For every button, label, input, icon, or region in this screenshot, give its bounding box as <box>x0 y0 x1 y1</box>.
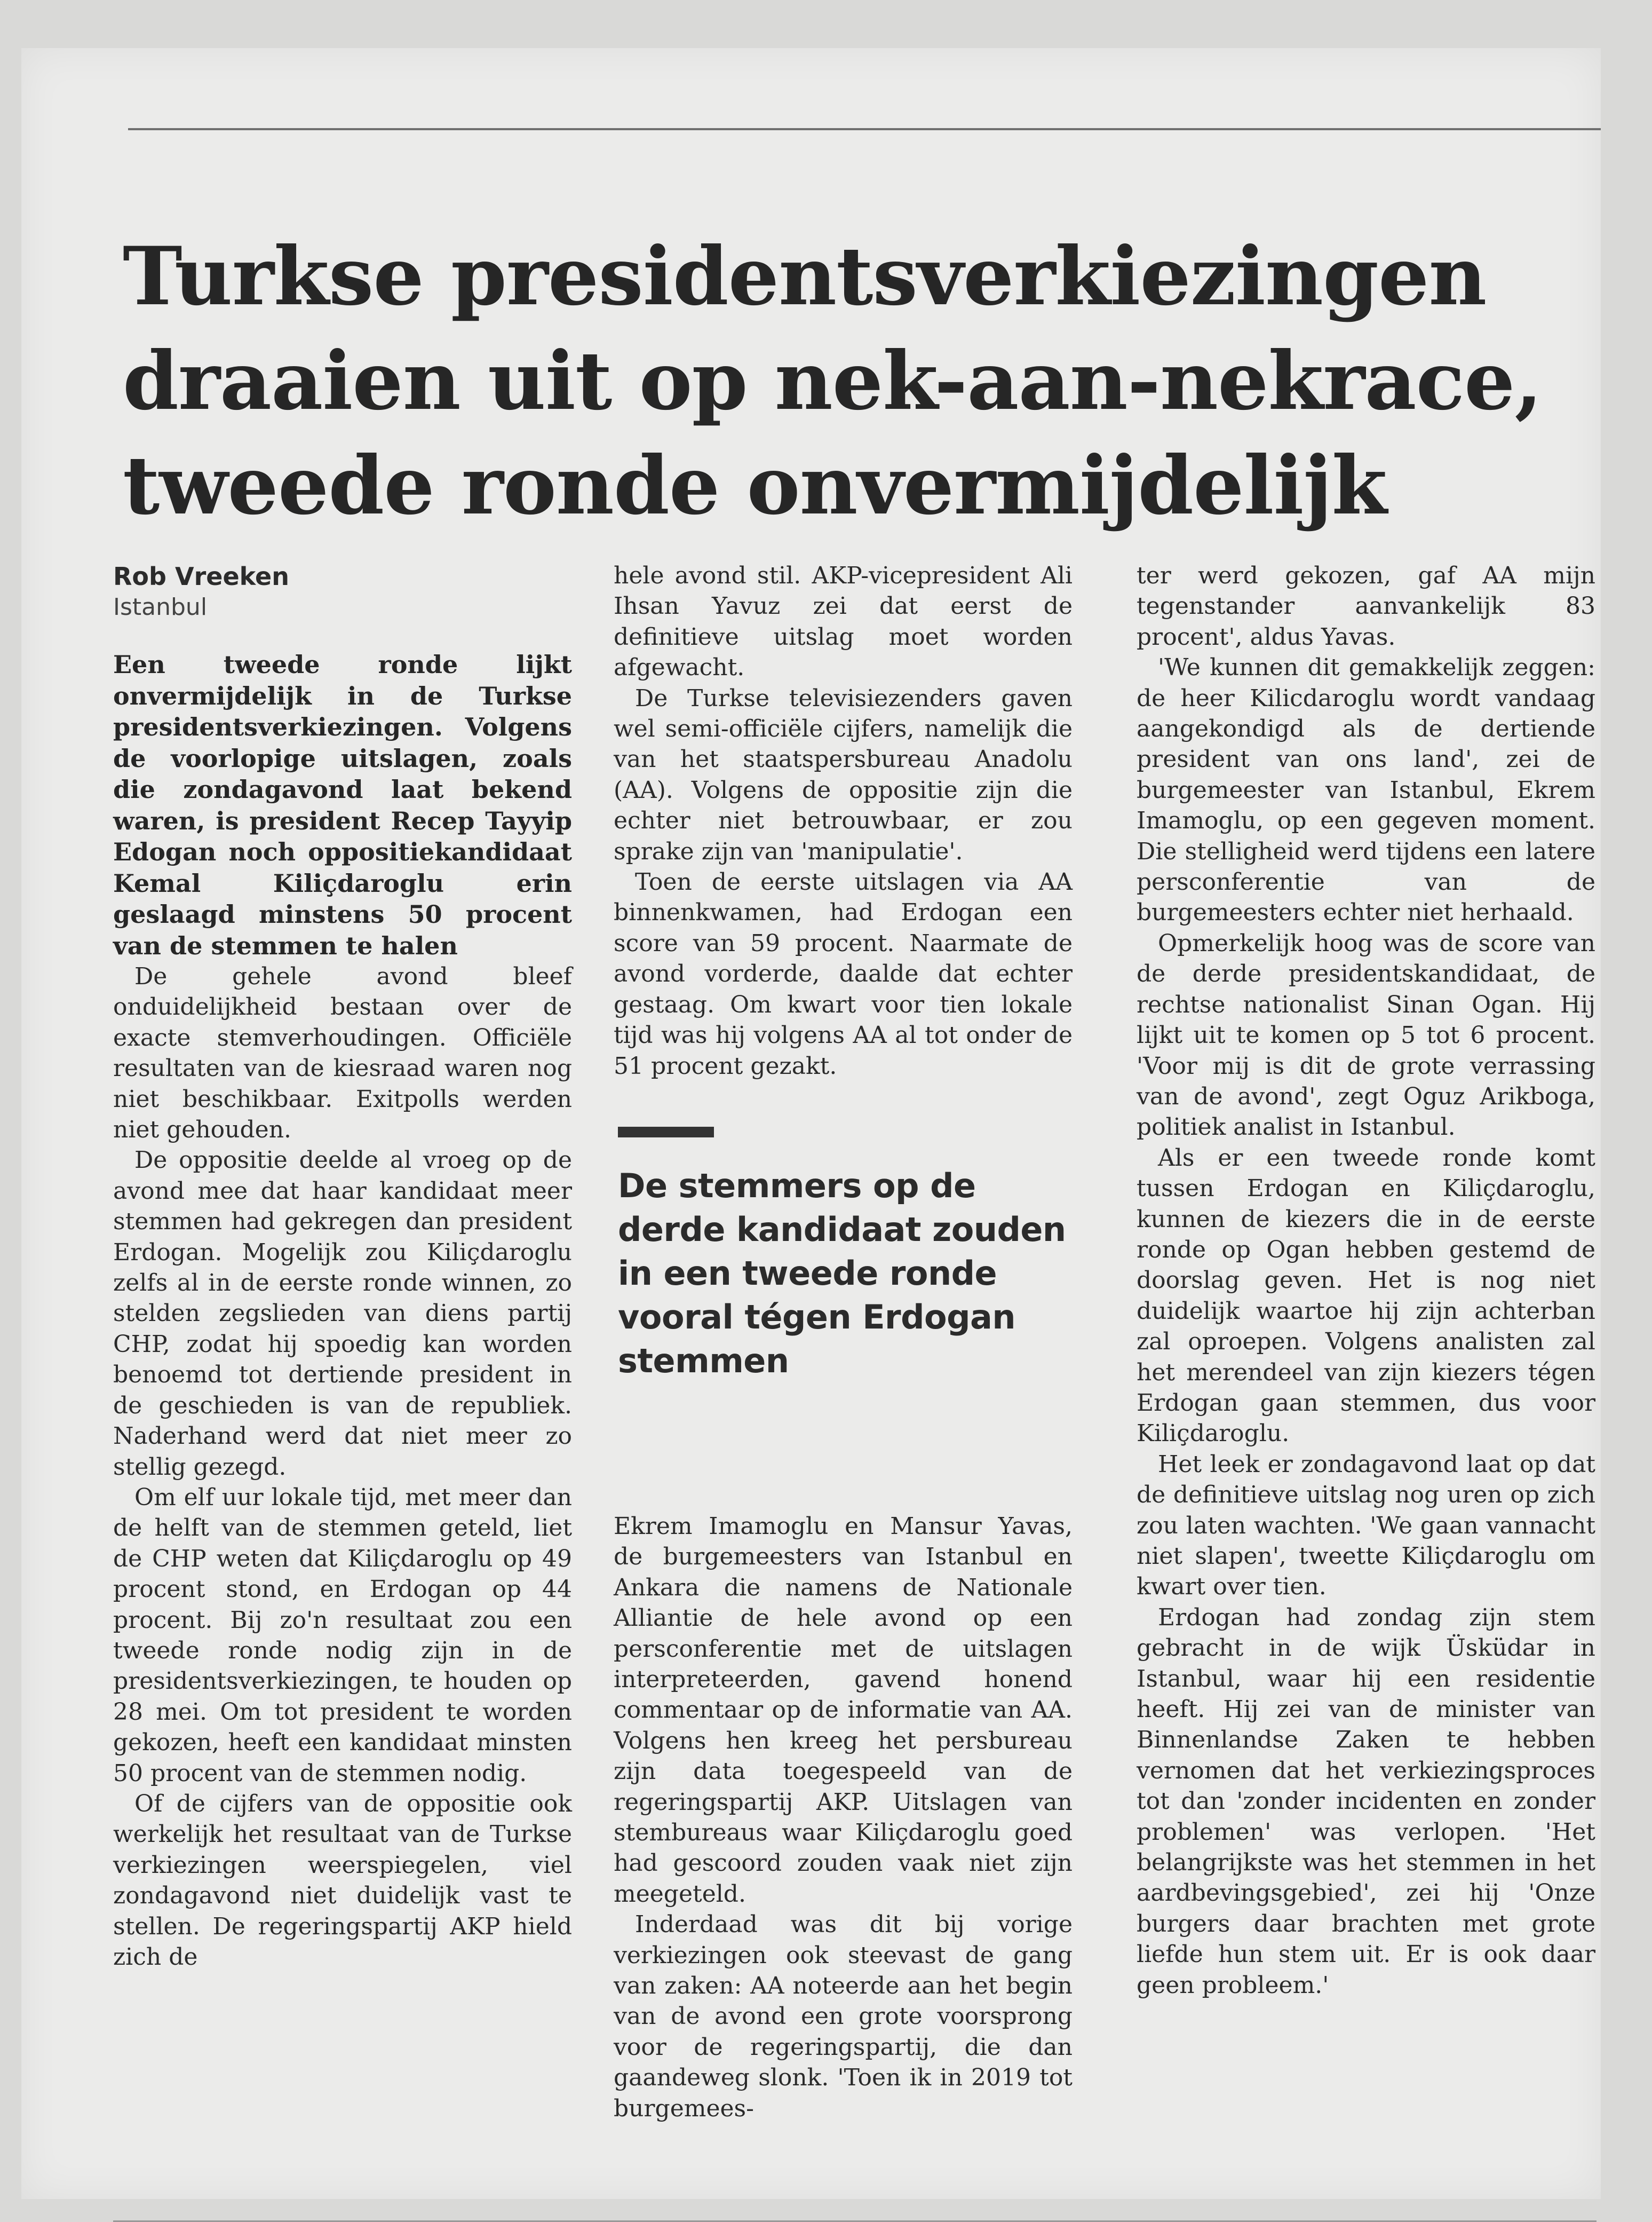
pullquote-rule <box>618 1127 714 1137</box>
body-paragraph: Het leek er zondagavond laat op dat de definitieve uitslag nog uren op zich zou laten wachten. 'We gaan vannacht niet slapen', tweette Kiliçdaroglu om kwart over tien. <box>1137 1450 1595 1601</box>
body-paragraph: Of de cijfers van de oppositie ook werkelijk het resultaat van de Turkse verkiezingen weerspiegelen, viel zondagavond niet duidelijk vast te stellen. De regeringspartij AKP hield zich de <box>113 1790 572 1971</box>
headline-line: draaien uit op nek-aan-nekrace, <box>123 334 1542 428</box>
headline-line: Turkse presidentsverkiezingen <box>123 230 1487 323</box>
headline-line: tweede ronde onvermijdelijk <box>123 439 1387 533</box>
column-3 <box>1137 560 1595 2000</box>
dateline-location: Istanbul <box>113 594 208 621</box>
body-paragraph: Als er een tweede ronde komt tussen Erdogan en Kiliçdaroglu, kunnen de kiezers die in de eerste ronde op Ogan hebben gestemd de doorslag geven. Het is nog niet duidelijk waartoe hij zijn achterban zal oproepen. Volgens analisten zal het merendeel van zijn kiezers tégen Erdogan gaan stemmen, dus voor Kiliçdaroglu. <box>1137 1144 1595 1448</box>
body-paragraph: De Turkse televisiezenders gaven wel semi-officiële cijfers, namelijk die van het staatspersbureau Anadolu (AA). Volgens de oppositie zijn die echter niet betrouwbaar, er zou sprake zijn van 'manipulatie'. <box>614 684 1073 865</box>
newspaper-page <box>21 48 1601 2199</box>
body-paragraph: Inderdaad was dit bij vorige verkiezingen ook steevast de gang van zaken: AA noteerde aan het begin van de avond een grote voorsprong voor de regeringspartij, die dan gaandeweg slonk. 'Toen ik in 2019 tot burgemees- <box>614 1911 1073 2122</box>
column-2 <box>614 560 1073 2124</box>
body-paragraph: hele avond stil. AKP-vicepresident Ali Ihsan Yavuz zei dat eerst de definitieve uitslag moet worden afgewacht. <box>614 562 1073 682</box>
body-paragraph: Om elf uur lokale tijd, met meer dan de helft van de stemmen geteld, liet de CHP weten dat Kiliçdaroglu op 49 procent stond, en Erdogan op 44 procent. Bij zo'n resultaat zou een tweede ronde nodig zijn in de presidentsverkiezingen, te houden op 28 mei. Om tot president te worden gekozen, heeft een kandidaat minsten 50 procent van de stemmen nodig. <box>113 1483 572 1787</box>
pull-quote: De stemmers op de derde kandidaat zouden in een tweede ronde vooral tégen Erdogan stemmen <box>618 1166 1066 1380</box>
body-paragraph: Opmerkelijk hoog was de score van de derde presidentskandidaat, de rechtse nationalist Sinan Ogan. Hij lijkt uit te komen op 5 tot 6 procent. 'Voor mij is dit de grote verrassing van de avond', zegt Oguz Arikboga, politiek analist in Istanbul. <box>1137 929 1595 1141</box>
top-rule <box>128 128 1601 130</box>
body-paragraph: De oppositie deelde al vroeg op de avond mee dat haar kandidaat meer stemmen had gekregen dan president Erdogan. Mogelijk zou Kiliçdaroglu zelfs al in de eerste ronde winnen, zo stelden zegslieden van diens partij CHP, zodat hij spoedig kan worden benoemd tot dertiende president in de geschieden is van de republiek. Naderhand werd dat niet meer zo stellig gezegd. <box>113 1146 572 1481</box>
author-name: Rob Vreeken <box>113 562 289 591</box>
column-1 <box>113 560 572 1972</box>
body-paragraph: Erdogan had zondag zijn stem gebracht in de wijk Üsküdar in Istanbul, waar hij een residentie heeft. Hij zei van de minister van Binnenlandse Zaken te hebben vernomen dat het verkiezingsproces tot dan 'zonder incidenten en zonder problemen' was verlopen. 'Het belangrijkste was het stemmen in het aardbevingsgebied', zei hij 'Onze burgers daar brachten met grote liefde hun stem uit. Er is ook daar geen probleem.' <box>1137 1603 1595 1999</box>
body-paragraph: Toen de eerste uitslagen via AA binnenkwamen, had Erdogan een score van 59 procent. Naarmate de avond vorderde, daalde dat echter gestaag. Om kwart voor tien lokale tijd was hij volgens AA al tot onder de 51 procent gezakt. <box>614 868 1073 1080</box>
lead-paragraph: Een tweede ronde lijkt onvermijdelijk in de Turkse presidentsverkiezingen. Volgens de voorlopige uitslagen, zoals die zondagavond laat bekend waren, is president Recep Tayyip Edogan noch oppositiekandidaat Kemal Kiliçdaroglu erin geslaagd minstens 50 procent van de stemmen te halen <box>113 650 572 960</box>
headline <box>123 224 1574 538</box>
body-paragraph: Ekrem Imamoglu en Mansur Yavas, de burgemeesters van Istanbul en Ankara die namens de Nationale Alliantie de hele avond op een persconferentie met de uitslagen interpreteerden, gavend honend commentaar op de informatie van AA. Volgens hen kreeg het persbureau zijn data toegespeeld van de regeringspartij AKP. Uitslagen van stembureaus waar Kiliçdaroglu goed had gescoord zouden vaak niet zijn meegeteld. <box>614 1512 1073 1908</box>
body-paragraph: ter werd gekozen, gaf AA mijn tegenstander aanvankelijk 83 procent', aldus Yavas. <box>1137 562 1595 651</box>
body-paragraph: 'We kunnen dit gemakkelijk zeggen: de heer Kilicdaroglu wordt vandaag aangekondigd als de dertiende president van ons land', zei de burgemeester van Istanbul, Ekrem Imamoglu, op een gegeven moment. Die stelligheid werd tijdens een latere persconferentie van de burgemeesters echter niet herhaald. <box>1137 654 1595 927</box>
body-paragraph: De gehele avond bleef onduidelijkheid bestaan over de exacte stemverhoudingen. Officiële resultaten van de kiesraad waren nog niet beschikbaar. Exitpolls werden niet gehouden. <box>113 963 572 1144</box>
